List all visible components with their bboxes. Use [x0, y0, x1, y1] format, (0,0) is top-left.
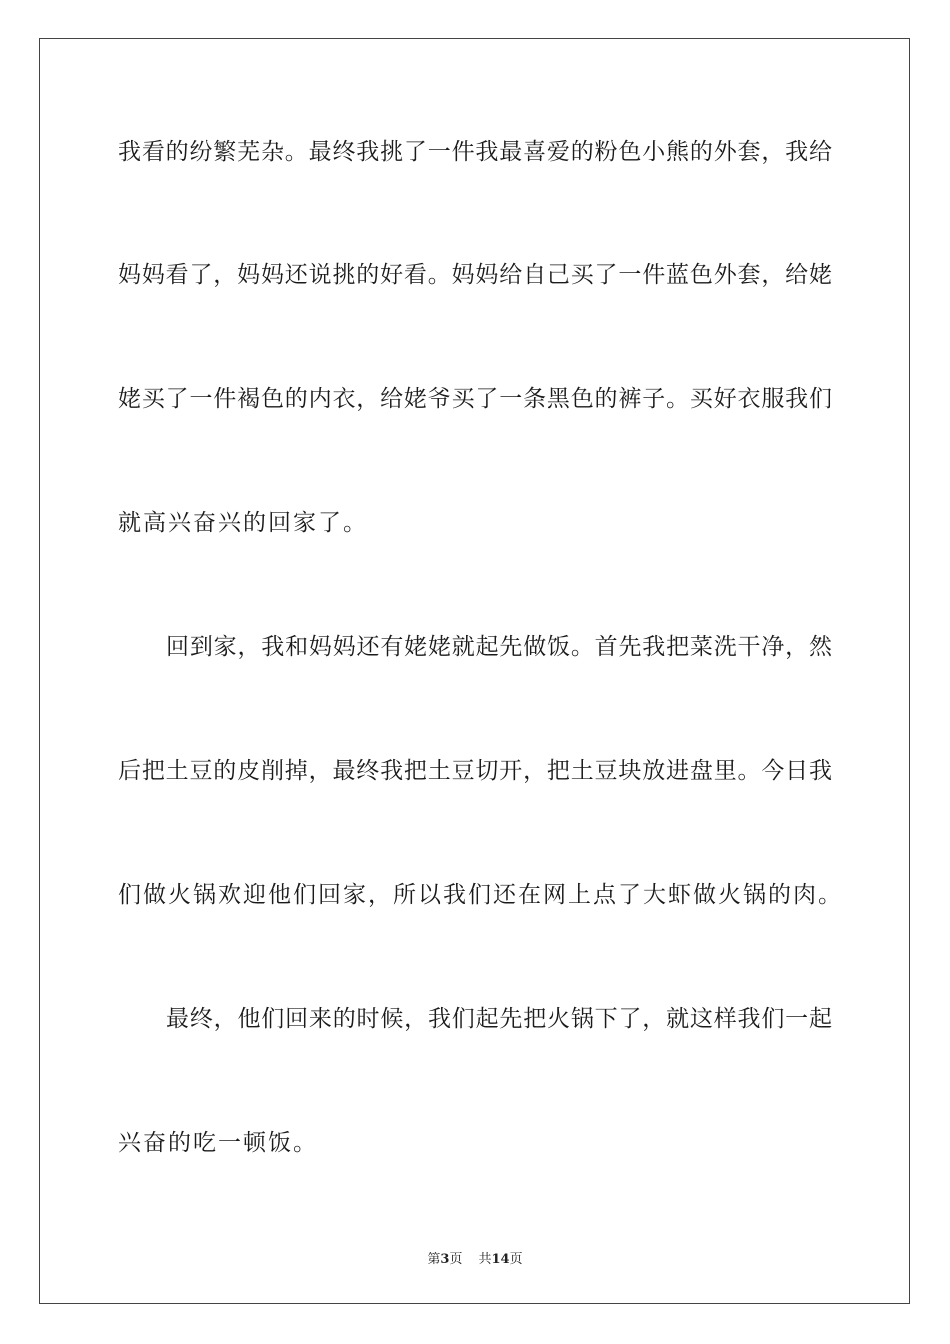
text-line-7: 们做火锅欢迎他们回家，所以我们还在网上点了大虾做火锅的肉。 — [118, 882, 843, 908]
page-border — [39, 38, 910, 1304]
footer-total-suffix: 页 — [509, 1252, 523, 1267]
text-line-9: 兴奋的吃一顿饭。 — [118, 1130, 318, 1156]
text-line-1: 我看的纷繁芜杂。最终我挑了一件我最喜爱的粉色小熊的外套，我给 — [118, 139, 832, 165]
footer-page-current: 3 — [440, 1252, 450, 1267]
footer-page-prefix: 第 — [427, 1252, 441, 1267]
page-footer — [0, 1248, 950, 1267]
footer-page-suffix: 页 — [449, 1252, 463, 1267]
text-line-3: 姥买了一件褐色的内衣，给姥爷买了一条黑色的裤子。买好衣服我们 — [118, 386, 832, 412]
footer-total-prefix: 共 — [478, 1252, 492, 1267]
text-line-6: 后把土豆的皮削掉，最终我把土豆切开，把土豆块放进盘里。今日我 — [118, 758, 832, 784]
text-line-4: 就高兴奋兴的回家了。 — [118, 510, 368, 536]
text-line-5: 回到家，我和妈妈还有姥姥就起先做饭。首先我把菜洗干净，然 — [166, 634, 832, 660]
footer-page-total: 14 — [491, 1252, 510, 1267]
text-line-2: 妈妈看了，妈妈还说挑的好看。妈妈给自己买了一件蓝色外套，给姥 — [118, 262, 832, 288]
text-line-8: 最终，他们回来的时候，我们起先把火锅下了，就这样我们一起 — [166, 1006, 832, 1032]
